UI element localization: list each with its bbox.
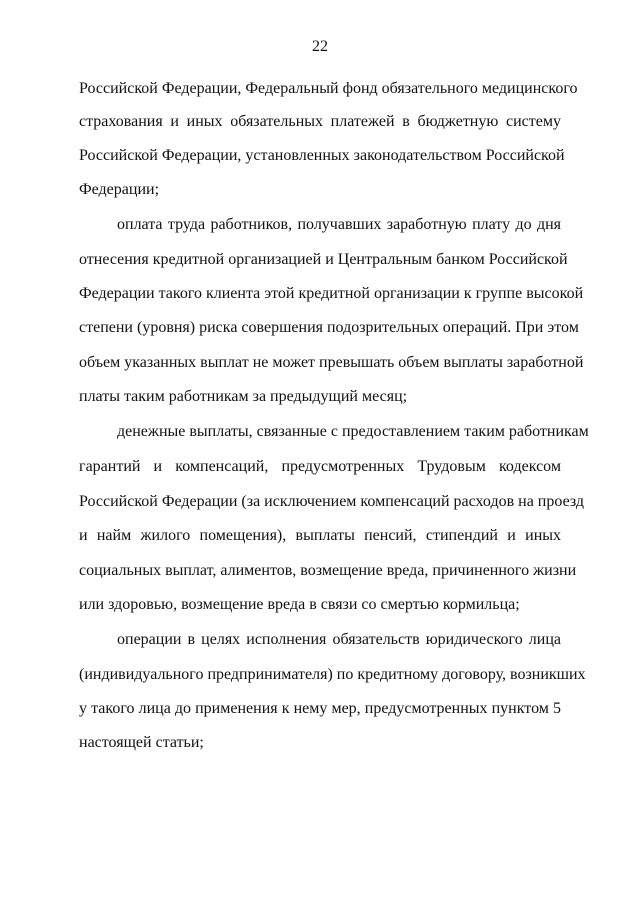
text-line: или здоровью, возмещение вреда в связи со смертью кормильца; [79, 596, 520, 613]
text-line: гарантий и компенсаций, предусмотренных Трудовым кодексом [79, 458, 561, 475]
text-line: денежные выплаты, связанные с предоставлением таким работникам [117, 423, 589, 440]
text-line: платы таким работникам за предыдущий месяц; [79, 388, 408, 405]
text-line: Федерации такого клиента этой кредитной организации к группе высокой [79, 285, 584, 302]
text-line: операции в целях исполнения обязательств юридического лица [117, 631, 561, 648]
text-line: (индивидуального предпринимателя) по кредитному договору, возникших [79, 666, 586, 683]
text-line: настоящей статьи; [79, 734, 204, 751]
text-line: и найм жилого помещения), выплаты пенсий, стипендий и иных [79, 527, 561, 544]
text-line: объем указанных выплат не может превышать объем выплаты заработной [79, 354, 584, 371]
page-number: 22 [312, 38, 328, 55]
text-line: Российской Федерации (за исключением компенсаций расходов на проезд [79, 493, 585, 510]
text-line: степени (уровня) риска совершения подозрительных операций. При этом [79, 319, 579, 336]
text-line: социальных выплат, алиментов, возмещение вреда, причиненного жизни [79, 562, 577, 579]
text-line: отнесения кредитной организацией и Центральным банком Российской [79, 251, 568, 268]
text-line: Российской Федерации, установленных законодательством Российской [79, 147, 565, 164]
text-line: у такого лица до применения к нему мер, предусмотренных пунктом 5 [79, 700, 561, 717]
text-line: Федерации; [79, 181, 160, 198]
text-line: Российской Федерации, Федеральный фонд обязательного медицинского [79, 80, 578, 97]
text-line: оплата труда работников, получавших заработную плату до дня [117, 216, 561, 233]
text-line: страхования и иных обязательных платежей в бюджетную систему [79, 113, 561, 130]
